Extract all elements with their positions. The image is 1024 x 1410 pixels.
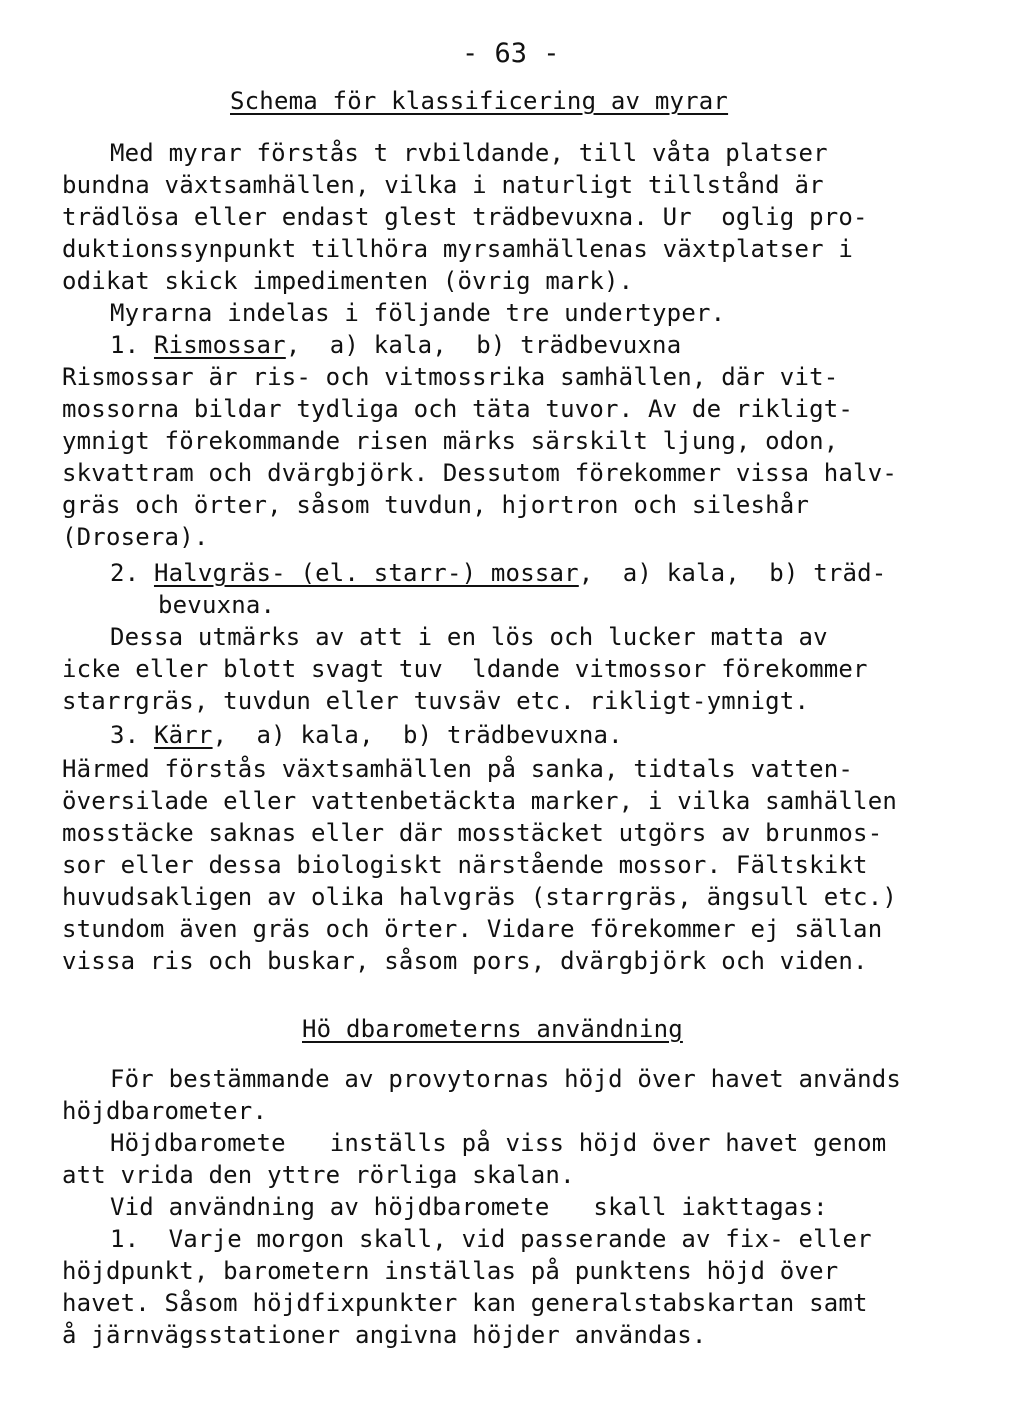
text-line: höjdbarometer.	[62, 1097, 268, 1125]
text-line: stundom även gräs och örter. Vidare förekommer ej sällan	[62, 915, 883, 943]
subtype-name: Kärr	[153, 721, 213, 749]
subtype-name: Halvgräs- (el. starr-) mossar	[153, 559, 579, 587]
text-line: ymnigt förekommande risen märks särskilt ljung, odon,	[62, 427, 839, 455]
subtype-number: 1.	[110, 331, 140, 359]
subtype-rest: a) kala, b) trädbevuxna	[329, 331, 682, 359]
text-line: vissa ris och buskar, såsom pors, dvärgbjörk och viden.	[62, 947, 868, 975]
subtype-heading-3: 3. Kärr, a) kala, b) trädbevuxna.	[110, 721, 623, 749]
text-line: att vrida den yttre rörliga skalan.	[62, 1161, 575, 1189]
text-line: Myrarna indelas i följande tre undertyper.	[110, 299, 726, 327]
subtype-heading-1: 1. Rismossar, a) kala, b) trädbevuxna	[110, 331, 682, 359]
text-line: 1. Varje morgon skall, vid passerande av fix- eller	[110, 1225, 872, 1253]
text-line: odikat skick impedimenten (övrig mark).	[62, 267, 634, 295]
text-line: huvudsakligen av olika halvgräs (starrgräs, ängsull etc.)	[62, 883, 898, 911]
subtype-rest: a) kala, b) träd-	[622, 559, 887, 587]
subtype-number: 3.	[110, 721, 140, 749]
page-number: - 63 -	[462, 38, 560, 69]
text-line: icke eller blott svagt tuv ldande vitmossor förekommer	[62, 655, 868, 683]
section-title-myrar: Schema för klassificering av myrar	[230, 87, 729, 115]
text-line: gräs och örter, såsom tuvdun, hjortron och sileshår	[62, 491, 810, 519]
text-line: bundna växtsamhällen, vilka i naturligt tillstånd är	[62, 171, 824, 199]
text-line: Dessa utmärks av att i en lös och lucker matta av	[110, 623, 828, 651]
text-line: bevuxna.	[158, 591, 276, 619]
subtype-number: 2.	[110, 559, 140, 587]
text-line: Vid användning av höjdbaromete skall iakttagas:	[110, 1193, 828, 1221]
text-line: Med myrar förstås t rvbildande, till våta platser	[110, 139, 828, 167]
text-line: Rismossar är ris- och vitmossrika samhällen, där vit-	[62, 363, 839, 391]
text-line: höjdpunkt, barometern inställas på punktens höjd över	[62, 1257, 839, 1285]
text-line: å järnvägsstationer angivna höjder användas.	[62, 1321, 707, 1349]
subtype-name: Rismossar	[153, 331, 286, 359]
text-line: mossorna bildar tydliga och täta tuvor. Av de rikligt-	[62, 395, 854, 423]
text-line: sor eller dessa biologiskt närstående mossor. Fältskikt	[62, 851, 868, 879]
section-title-hojdbarometer: Hö dbarometerns användning	[302, 1015, 683, 1043]
text-line: mosstäcke saknas eller där mosstäcket utgörs av brunmos-	[62, 819, 883, 847]
text-line: För bestämmande av provytornas höjd över havet används	[110, 1065, 902, 1093]
text-line: havet. Såsom höjdfixpunkter kan generalstabskartan samt	[62, 1289, 868, 1317]
subtype-heading-2: 2. Halvgräs- (el. starr-) mossar, a) kala, b) träd-	[110, 559, 887, 587]
text-line: översilade eller vattenbetäckta marker, i vilka samhällen	[62, 787, 898, 815]
text-line: duktionssynpunkt tillhöra myrsamhällenas växtplatser i	[62, 235, 854, 263]
text-line: starrgräs, tuvdun eller tuvsäv etc. rikligt-ymnigt.	[62, 687, 810, 715]
text-line: Härmed förstås växtsamhällen på sanka, tidtals vatten-	[62, 755, 854, 783]
text-line: (Drosera).	[62, 523, 209, 551]
text-line: trädlösa eller endast glest trädbevuxna. Ur oglig pro-	[62, 203, 868, 231]
text-line: Höjdbaromete inställs på viss höjd över havet genom	[110, 1129, 887, 1157]
text-line: skvattram och dvärgbjörk. Dessutom förekommer vissa halv-	[62, 459, 898, 487]
subtype-rest: a) kala, b) trädbevuxna.	[256, 721, 623, 749]
